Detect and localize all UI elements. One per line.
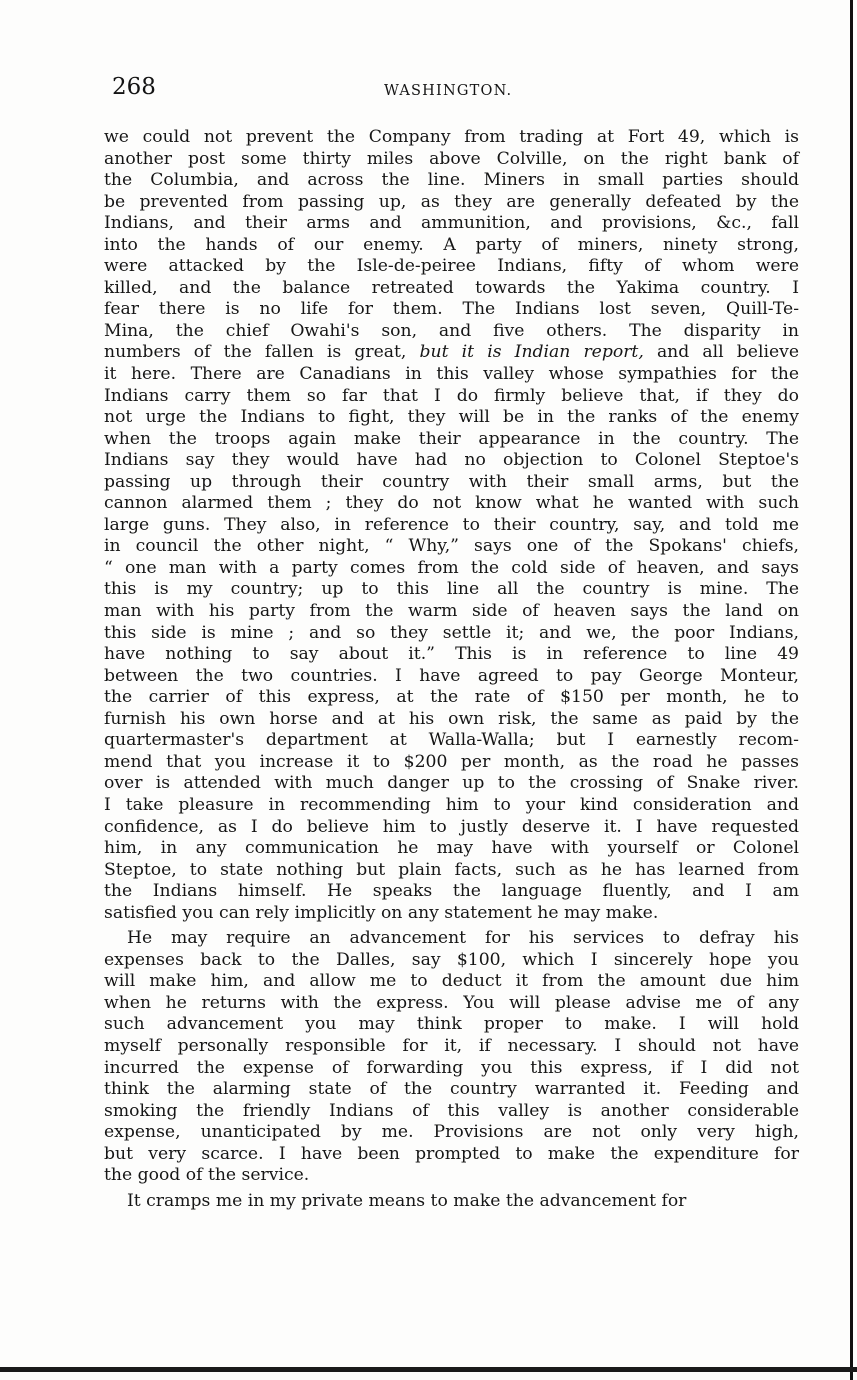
text-line: I take pleasure in recommending him to your kind consideration and — [104, 794, 799, 815]
text-line: between the two countries. I have agreed to pay George Monteur, — [104, 665, 799, 686]
text-line: killed, and the balance retreated towards the Yakima country. I — [104, 277, 799, 298]
text-line: we could not prevent the Company from trading at Fort 49, which is — [104, 127, 799, 147]
text-line: the Columbia, and across the line. Miners in small parties should — [104, 170, 799, 191]
paragraph — [104, 1191, 799, 1213]
text-line: have nothing to say about it.” This is in reference to line 49 — [104, 644, 799, 665]
text-line: him, in any communication he may have with yourself or Colonel — [104, 838, 799, 859]
text-line: numbers of the fallen is great, but it is Indian report, and all believe — [104, 342, 800, 363]
text-line: Indians, and their arms and ammunition, and provisions, &c., fall — [104, 213, 799, 234]
text-line: the good of the service. — [104, 1165, 310, 1186]
text-line: quartermaster's department at Walla-Walla; but I earnestly recom- — [104, 730, 799, 751]
text-line: Indians say they would have had no objection to Colonel Steptoe's — [104, 450, 799, 471]
text-line: such advancement you may think proper to make. I will hold — [104, 1014, 799, 1035]
page-number: 268 — [112, 74, 156, 100]
body-text — [104, 127, 799, 1212]
text-line: smoking the friendly Indians of this valley is another considerable — [104, 1100, 799, 1121]
text-line: this is my country; up to this line all the country is mine. The — [104, 579, 799, 600]
text-line: when he returns with the express. You will please advise me of any — [104, 992, 799, 1013]
text-line: large guns. They also, in reference to their country, say, and told me — [104, 514, 799, 535]
text-line: but very scarce. I have been prompted to make the expenditure for — [104, 1143, 799, 1164]
text-line: not urge the Indians to fight, they will be in the ranks of the enemy — [104, 407, 799, 428]
text-line: think the alarming state of the country warranted it. Feeding and — [104, 1079, 799, 1100]
text-line: He may require an advancement for his services to defray his — [127, 928, 799, 949]
text-line: satisfied you can rely implicitly on any statement he may make. — [104, 902, 659, 923]
text-line: fear there is no life for them. The Indians lost seven, Quill-Te- — [104, 299, 799, 320]
text-line: in council the other night, “ Why,” says one of the Spokans' chiefs, — [104, 536, 799, 557]
page-edge-right — [850, 0, 853, 1380]
text-line: into the hands of our enemy. A party of miners, ninety strong, — [104, 234, 799, 255]
text-line: myself personally responsible for it, if necessary. I should not have — [104, 1035, 799, 1056]
text-line: mend that you increase it to $200 per month, as the road he passes — [104, 751, 799, 772]
text-line: the Indians himself. He speaks the language fluently, and I am — [104, 881, 799, 902]
text-line: over is attended with much danger up to the crossing of Snake river. — [104, 773, 799, 794]
text-line: expense, unanticipated by me. Provisions are not only very high, — [104, 1122, 799, 1143]
text-line: another post some thirty miles above Colville, on the right bank of — [104, 148, 799, 169]
text-line: Steptoe, to state nothing but plain facts, such as he has learned from — [104, 859, 799, 880]
running-head: WASHINGTON. — [384, 83, 513, 99]
text-line: be prevented from passing up, as they are generally defeated by the — [104, 191, 799, 212]
text-line: passing up through their country with their small arms, but the — [104, 471, 799, 492]
text-line: confidence, as I do believe him to justly deserve it. I have requested — [104, 816, 799, 837]
page-edge-bottom — [0, 1367, 857, 1372]
text-line: cannon alarmed them ; they do not know what he wanted with such — [104, 493, 799, 514]
text-line: incurred the expense of forwarding you this express, if I did not — [104, 1057, 799, 1078]
text-line: “ one man with a party comes from the cold side of heaven, and says — [104, 557, 799, 578]
text-line: were attacked by the Isle-de-peiree Indians, fifty of whom were — [104, 256, 799, 277]
text-line: the carrier of this express, at the rate of $150 per month, he to — [104, 687, 799, 708]
text-line: expenses back to the Dalles, say $100, which I sincerely hope you — [104, 949, 799, 970]
page-header — [112, 74, 792, 108]
text-line: this side is mine ; and so they settle it; and we, the poor Indians, — [104, 622, 799, 643]
paragraph — [104, 928, 799, 1187]
paragraph — [104, 127, 799, 924]
text-line: Indians carry them so far that I do firmly believe that, if they do — [104, 385, 799, 406]
italic-phrase: but it is Indian report, — [419, 342, 644, 363]
text-line: furnish his own horse and at his own risk, the same as paid by the — [104, 708, 799, 729]
text-line: man with his party from the warm side of heaven says the land on — [104, 601, 799, 622]
text-line: it here. There are Canadians in this valley whose sympathies for the — [104, 364, 799, 385]
text-line: Mina, the chief Owahi's son, and five others. The disparity in — [104, 320, 799, 341]
text-line: It cramps me in my private means to make the advancement for — [127, 1190, 687, 1211]
text-line: when the troops again make their appearance in the country. The — [104, 428, 799, 449]
text-line: will make him, and allow me to deduct it from the amount due him — [104, 971, 799, 992]
